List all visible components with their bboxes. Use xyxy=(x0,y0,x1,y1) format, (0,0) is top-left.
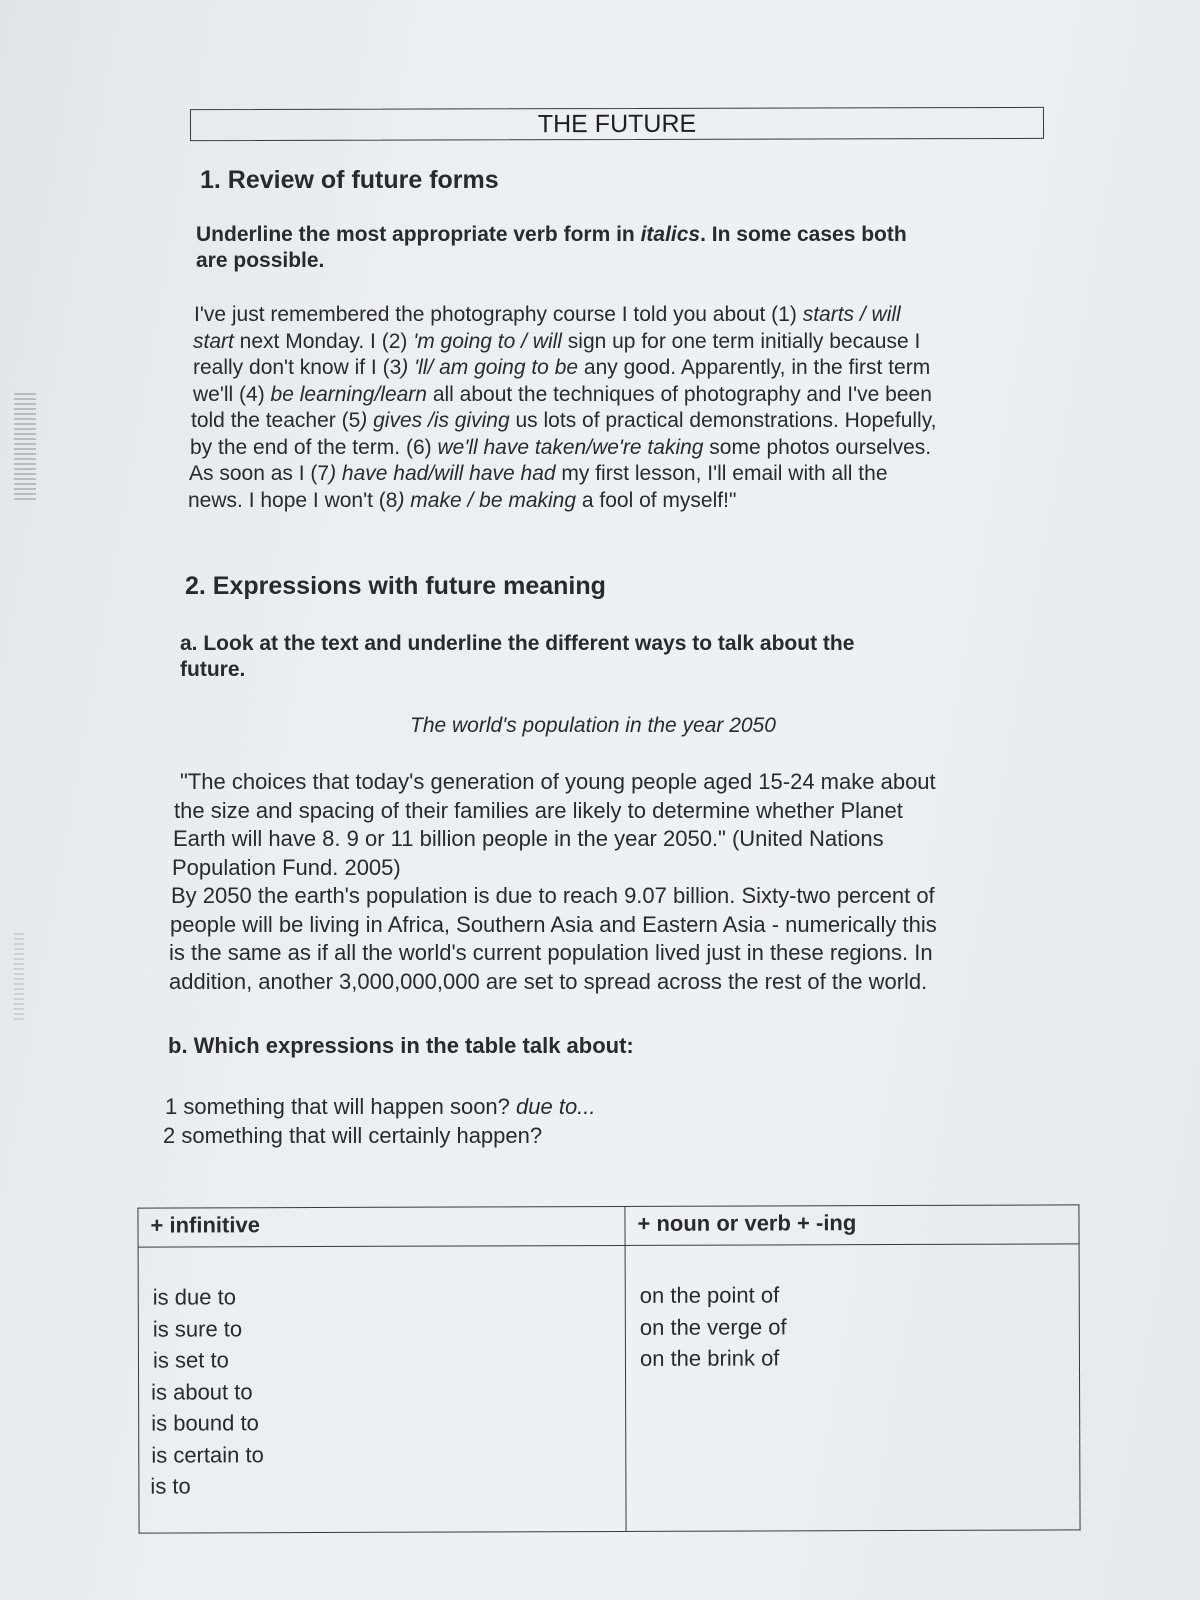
expression-item: is about to xyxy=(151,1378,253,1405)
part-a-instruction xyxy=(180,631,854,683)
reading-text-line: addition, another 3,000,000,000 are set to spread across the rest of the world. xyxy=(169,968,928,994)
section-1-instruction xyxy=(196,222,907,274)
para-text: news. I hope I won't (8 xyxy=(188,488,398,512)
question-1-text: 1 something that will happen soon? xyxy=(165,1094,517,1119)
expression-item: on the point of xyxy=(639,1282,780,1308)
para-text: some photos ourselves. xyxy=(703,435,932,459)
reading-text-line: Earth will have 8. 9 or 11 billion people in the year 2050." (United Nations xyxy=(173,826,884,851)
para-text: really don't know if I (3 xyxy=(193,356,402,379)
expression-item: is to xyxy=(150,1473,191,1499)
reading-text xyxy=(169,768,937,996)
table-header-infinitive: + infinitive xyxy=(138,1206,625,1247)
noun-ing-expressions xyxy=(625,1244,1080,1532)
verb-choice-6: we'll have taken/we're taking xyxy=(437,435,704,459)
section-2-heading: 2. Expressions with future meaning xyxy=(185,572,606,600)
expression-item: is set to xyxy=(152,1347,229,1373)
para-text: I've just remembered the photography course I told you about (1) xyxy=(194,303,803,326)
reading-text-line: is the same as if all the world's current population lived just in these regions. In xyxy=(169,940,933,965)
verb-choice-5: ) gives /is giving xyxy=(360,409,510,432)
para-text: any good. Apparently, in the first term xyxy=(578,356,931,379)
instruction-italic: italics xyxy=(640,223,701,246)
part-b-heading: b. Which expressions in the table talk about: xyxy=(168,1033,634,1058)
part-a-line-1: a. Look at the text and underline the different ways to talk about the xyxy=(180,632,855,655)
verb-choice-8: ) make / be making xyxy=(397,488,577,512)
para-text: a fool of myself!" xyxy=(576,488,737,512)
expression-item: is bound to xyxy=(151,1410,259,1436)
reading-text-title: The world's population in the year 2050 xyxy=(410,714,776,737)
part-a-line-2: future. xyxy=(180,658,246,681)
para-text: As soon as I (7 xyxy=(189,462,330,485)
question-1 xyxy=(165,1092,596,1121)
para-text: by the end of the term. (6) xyxy=(190,435,438,459)
verb-choice-3: ) 'll/ am going to be xyxy=(401,356,579,379)
part-b-questions xyxy=(165,1092,596,1150)
expression-item: on the brink of xyxy=(639,1345,780,1371)
verb-choice-7: ) have had/will have had xyxy=(329,462,556,485)
expression-item: is certain to xyxy=(151,1441,264,1468)
para-text: we'll (4) xyxy=(193,382,271,406)
para-text: told the teacher (5 xyxy=(191,409,361,432)
reading-text-line: Population Fund. 2005) xyxy=(172,854,401,880)
para-text: us lots of practical demonstrations. Hopefully, xyxy=(509,409,937,432)
page-title: THE FUTURE xyxy=(190,107,1044,141)
instruction-text-end: . In some cases both xyxy=(700,223,907,246)
verb-choice-1-cont: start xyxy=(193,329,234,353)
para-text: next Monday. I (2) xyxy=(233,329,414,353)
section-1-paragraph xyxy=(188,302,937,514)
reading-text-line: the size and spacing of their families are likely to determine whether Planet xyxy=(174,797,903,823)
expression-item: is due to xyxy=(152,1284,236,1310)
verb-choice-1: starts / will xyxy=(802,303,901,326)
section-1-heading: 1. Review of future forms xyxy=(200,166,499,194)
verb-choice-4: be learning/learn xyxy=(270,382,427,406)
reading-text-line: people will be living in Africa, Southern Asia and Eastern Asia - numerically this xyxy=(170,911,937,937)
instruction-text: Underline the most appropriate verb form in xyxy=(196,223,641,246)
para-text: my first lesson, I'll email with all the xyxy=(555,462,888,485)
para-text: all about the techniques of photography and I've been xyxy=(426,382,932,406)
question-1-example: due to... xyxy=(516,1094,596,1119)
infinitive-expressions xyxy=(138,1245,626,1533)
question-2: 2 something that will certainly happen? xyxy=(163,1123,543,1148)
verb-choice-2: 'm going to / will xyxy=(413,329,562,353)
instruction-line-2: are possible. xyxy=(196,249,325,272)
para-text: sign up for one term initially because I xyxy=(561,329,921,353)
table-header-noun-ing: + noun or verb + -ing xyxy=(625,1205,1079,1246)
expressions-table xyxy=(137,1204,1080,1533)
expression-item: is sure to xyxy=(152,1315,243,1342)
reading-text-line: By 2050 the earth's population is due to reach 9.07 billion. Sixty-two percent of xyxy=(171,883,935,908)
expression-item: on the verge of xyxy=(639,1313,787,1340)
reading-text-line: "The choices that today's generation of young people aged 15-24 make about xyxy=(180,769,936,794)
